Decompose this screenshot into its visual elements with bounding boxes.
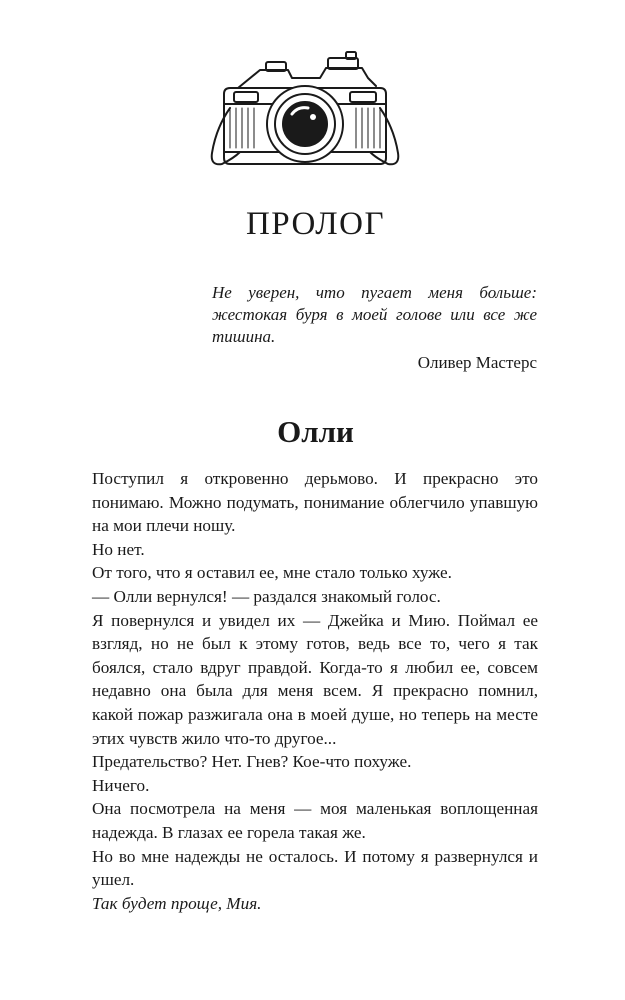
paragraph: Она посмотрела на меня — моя маленькая воплощенная надежда. В глазах ее горела такая же.: [92, 799, 538, 842]
paragraph: Предательство? Нет. Гнев? Кое-что похуже.: [92, 752, 412, 772]
paragraph: Но во мне надежды не осталось. И потому я развернулся и ушел.: [92, 846, 538, 890]
paragraph: — Олли вернулся! — раздался знакомый голос.: [92, 586, 441, 606]
camera-icon: [200, 48, 410, 180]
camera-illustration: [200, 48, 410, 180]
paragraph: Ничего.: [92, 775, 150, 795]
epigraph-author: Оливер Мастерс: [417, 353, 537, 372]
body-text: [92, 467, 538, 915]
paragraph: Я повернулся и увидел их — Джейка и Мию. Поймал ее взгляд, но не был к этому готов, ведь все то, чего я так боялся, стало вдруг правдой. Когда-то я любил ее, совсем недавно она была для меня всем. Я прекрасно помнил, какой пожар разжигала она в моей душе, но теперь на месте этих чувств жило что-то другое...: [92, 610, 538, 748]
epigraph-text: Не уверен, что пугает меня больше: жестокая буря в моей голове или все же тишина.: [212, 283, 537, 346]
section-heading: Олли: [277, 414, 354, 449]
paragraph: Поступил я откровенно дерьмово. И прекрасно это понимаю. Можно подумать, понимание облегчило упавшую на мои плечи ношу.: [92, 469, 538, 536]
paragraph: От того, что я оставил ее, мне стало только хуже.: [92, 563, 452, 583]
paragraph: Но нет.: [92, 539, 145, 559]
paragraph: Так будет проще, Мия.: [92, 893, 262, 913]
chapter-title: ПРОЛОГ: [245, 206, 386, 242]
